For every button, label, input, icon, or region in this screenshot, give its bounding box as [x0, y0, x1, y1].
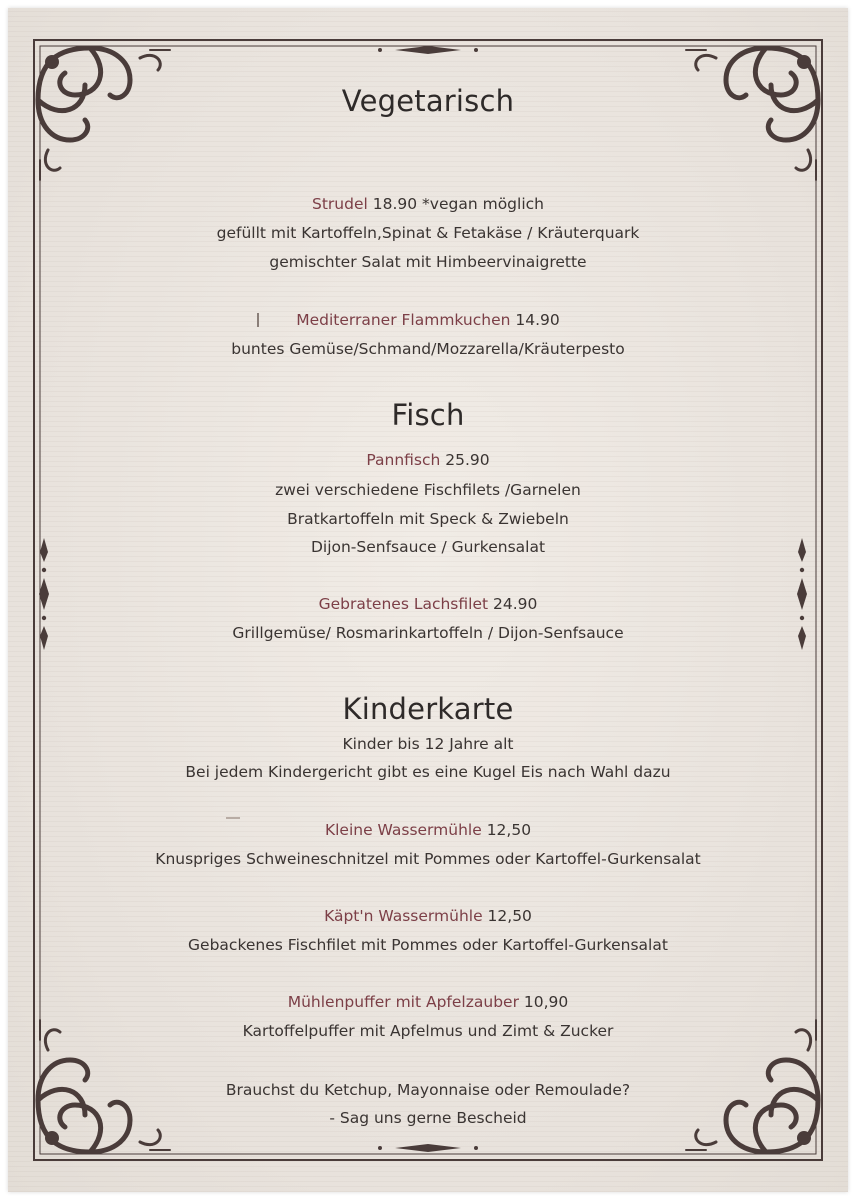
dish-name-strudel: Strudel — [312, 195, 368, 213]
price-pannfisch: 25.90 — [445, 451, 490, 469]
price-strudel: 18.90 — [372, 195, 418, 213]
kinder-subtitle-2: Bei jedem Kindergericht gibt es eine Kugel Eis nach Wahl dazu — [185, 763, 671, 781]
footer-note: - Sag uns gerne Bescheid — [329, 1109, 527, 1127]
heading-fisch: Fisch — [391, 398, 465, 432]
kinder-subtitle-1: Kinder bis 12 Jahre alt — [342, 735, 514, 753]
dish-name-kaeptn-wassermuehle: Käpt'n Wassermühle — [324, 907, 483, 925]
note-strudel: *vegan möglich — [422, 195, 544, 213]
desc-pannfisch-1: zwei verschiedene Fischfilets /Garnelen — [275, 481, 581, 499]
desc-strudel-2: gemischter Salat mit Himbeervinaigrette — [269, 253, 587, 271]
desc-pannfisch-3: Dijon-Senfsauce / Gurkensalat — [310, 538, 546, 556]
price-flammkuchen: 14.90 — [515, 311, 560, 329]
dish-name-flammkuchen: Mediterraner Flammkuchen — [296, 311, 511, 329]
dish-name-kleine-wassermuehle: Kleine Wassermühle — [324, 821, 482, 839]
dish-puffer-line — [90, 992, 766, 1012]
menu-content — [90, 0, 766, 1200]
dish-name-muehlenpuffer: Mühlenpuffer mit Apfelzauber — [287, 993, 519, 1011]
desc-kleine-wassermuehle: Knuspriges Schweineschnitzel mit Pommes oder Kartoffel-Gurkensalat — [155, 850, 701, 868]
dish-name-lachs: Gebratenes Lachsfilet — [318, 595, 489, 613]
desc-lachs-1: Grillgemüse/ Rosmarinkartoffeln / Dijon-Senfsauce — [232, 624, 624, 642]
dish-name-pannfisch: Pannfisch — [366, 451, 441, 469]
price-kaeptn-wassermuehle: 12,50 — [487, 907, 532, 925]
dish-flammkuchen-line — [90, 310, 766, 330]
price-lachs: 24.90 — [493, 595, 538, 613]
dish-kaeptn-line — [90, 906, 766, 926]
price-muehlenpuffer: 10,90 — [523, 993, 569, 1011]
desc-muehlenpuffer: Kartoffelpuffer mit Apfelmus und Zimt & Zucker — [242, 1022, 614, 1040]
heading-vegetarisch: Vegetarisch — [341, 84, 515, 118]
dish-kleine-line — [90, 820, 766, 840]
desc-kaeptn-wassermuehle: Gebackenes Fischfilet mit Pommes oder Kartoffel-Gurkensalat — [188, 936, 668, 954]
dish-pannfisch-line — [90, 450, 766, 470]
dish-lachs-line — [90, 594, 766, 614]
footer-question: Brauchst du Ketchup, Mayonnaise oder Remoulade? — [225, 1081, 631, 1099]
dish-strudel-line — [90, 194, 766, 214]
desc-strudel-1: gefüllt mit Kartoffeln,Spinat & Fetakäse / Kräuterquark — [216, 224, 640, 242]
price-kleine-wassermuehle: 12,50 — [486, 821, 532, 839]
heading-kinderkarte: Kinderkarte — [342, 692, 514, 726]
desc-flammkuchen-1: buntes Gemüse/Schmand/Mozzarella/Kräuterpesto — [231, 340, 625, 358]
desc-pannfisch-2: Bratkartoffeln mit Speck & Zwiebeln — [287, 510, 569, 528]
